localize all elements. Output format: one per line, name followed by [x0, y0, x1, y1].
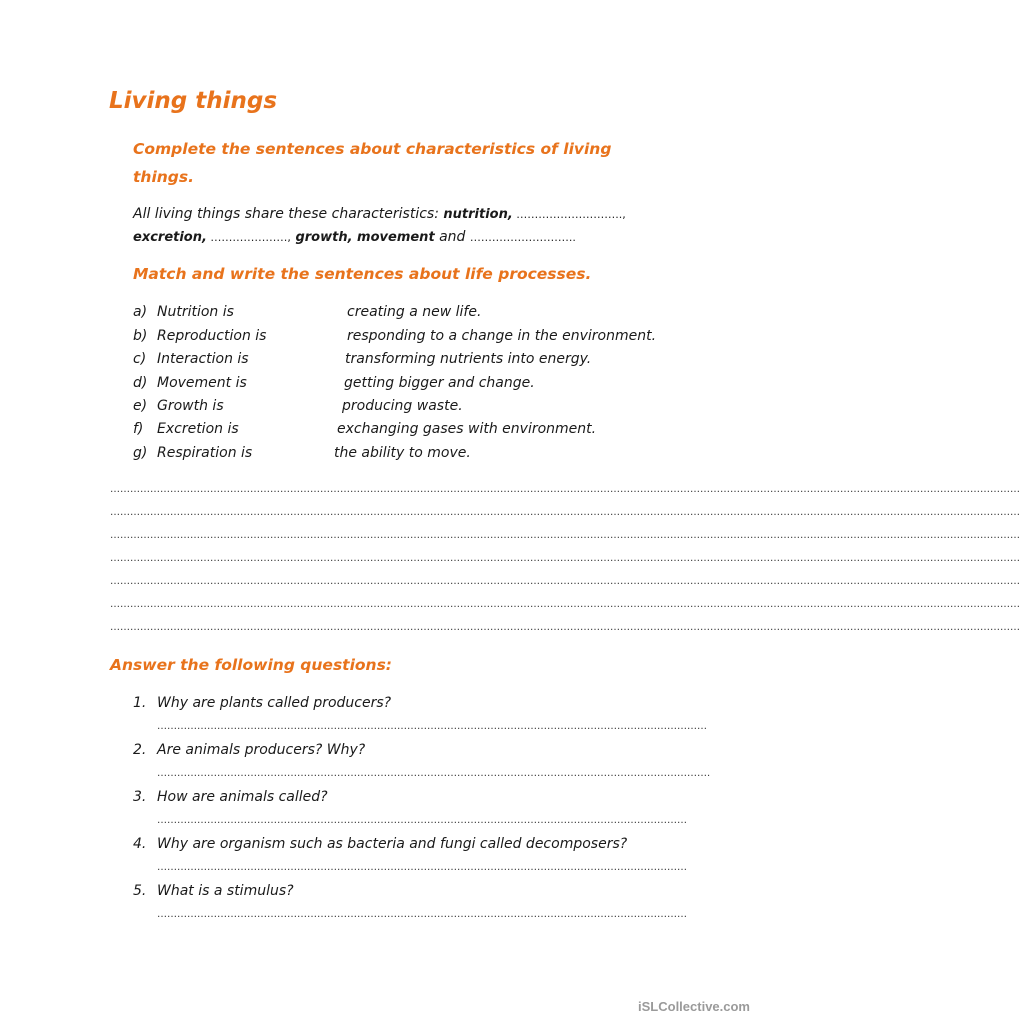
match-right-a: creating a new life. — [347, 304, 482, 320]
answer-line[interactable]: ………………………………………………………………………………………………………………………………………………………………………………………………………………………………………………… — [110, 576, 1020, 587]
question-answer-line-5[interactable]: …………………………………………………………………………………………………………………………………………… — [157, 909, 687, 920]
question-number-5: 5. — [133, 883, 147, 899]
match-right-e: producing waste. — [342, 398, 463, 414]
match-right-d: getting bigger and change. — [344, 375, 535, 391]
match-marker-e: e) — [133, 398, 148, 414]
page-title: Living things — [109, 88, 278, 114]
section1-heading-line1: Complete the sentences about characteristics of living — [133, 140, 612, 158]
match-marker-b: b) — [133, 328, 148, 344]
answer-line[interactable]: ………………………………………………………………………………………………………………………………………………………………………………………………………………………………………………… — [110, 599, 1020, 610]
answer-line[interactable]: ………………………………………………………………………………………………………………………………………………………………………………………………………………………………………………… — [110, 530, 1020, 541]
question-number-1: 1. — [133, 695, 147, 711]
question-answer-line-1[interactable]: ………………………………………………………………………………………………………………………………………………… — [157, 721, 707, 732]
question-answer-line-4[interactable]: …………………………………………………………………………………………………………………………………………… — [157, 862, 687, 873]
question-text-4: Why are organism such as bacteria and fungi called decomposers? — [157, 836, 628, 852]
match-marker-g: g) — [133, 445, 148, 461]
words-growth-movement: growth, movement — [290, 230, 435, 245]
word-excretion: excretion, — [133, 230, 207, 245]
match-left-d: Movement is — [157, 375, 247, 391]
match-left-a: Nutrition is — [157, 304, 234, 320]
question-answer-line-2[interactable]: …………………………………………………………………………………………………………………………………………………. — [157, 768, 711, 779]
watermark-footer: iSLCollective.com — [638, 999, 750, 1014]
word-nutrition: nutrition, — [443, 207, 513, 222]
answer-line[interactable]: ………………………………………………………………………………………………………………………………………………………………………………………………………………………………………………… — [110, 507, 1020, 518]
question-number-3: 3. — [133, 789, 147, 805]
question-number-4: 4. — [133, 836, 147, 852]
question-text-2: Are animals producers? Why? — [157, 742, 366, 758]
match-left-c: Interaction is — [157, 351, 249, 367]
match-right-f: exchanging gases with environment. — [337, 421, 597, 437]
match-right-c: transforming nutrients into energy. — [345, 351, 592, 367]
characteristics-line-2 — [133, 229, 576, 245]
match-marker-d: d) — [133, 375, 148, 391]
section1-heading-line2: things. — [133, 168, 195, 186]
match-marker-f: f) — [133, 421, 144, 437]
answer-line[interactable]: ………………………………………………………………………………………………………………………………………………………………………………………………………………………………………………… — [110, 553, 1020, 564]
blank-1: ……………………….., — [512, 208, 626, 221]
match-left-b: Reproduction is — [157, 328, 267, 344]
match-marker-a: a) — [133, 304, 148, 320]
answer-line[interactable]: ………………………………………………………………………………………………………………………………………………………………………………………………………………………………………………… — [110, 484, 1020, 495]
match-left-g: Respiration is — [157, 445, 253, 461]
word-and: and — [434, 229, 470, 245]
section2-heading: Match and write the sentences about life processes. — [133, 265, 592, 283]
match-marker-c: c) — [133, 351, 147, 367]
section3-heading: Answer the following questions: — [110, 656, 393, 674]
question-answer-line-3[interactable]: …………………………………………………………………………………………………………………………………………… — [157, 815, 687, 826]
match-right-g: the ability to move. — [334, 445, 471, 461]
blank-2: …………………, — [206, 231, 291, 244]
characteristics-prefix: All living things share these characteristics: — [133, 206, 444, 222]
match-right-b: responding to a change in the environment. — [347, 328, 657, 344]
question-text-5: What is a stimulus? — [157, 883, 294, 899]
question-text-1: Why are plants called producers? — [157, 695, 392, 711]
blank-3: ……………………….. — [469, 231, 576, 244]
answer-line[interactable]: ………………………………………………………………………………………………………………………………………………………………………………………………………………………………………………… — [110, 622, 1020, 633]
match-left-e: Growth is — [157, 398, 224, 414]
match-left-f: Excretion is — [157, 421, 239, 437]
question-number-2: 2. — [133, 742, 147, 758]
question-text-3: How are animals called? — [157, 789, 328, 805]
characteristics-line-1 — [133, 206, 626, 222]
